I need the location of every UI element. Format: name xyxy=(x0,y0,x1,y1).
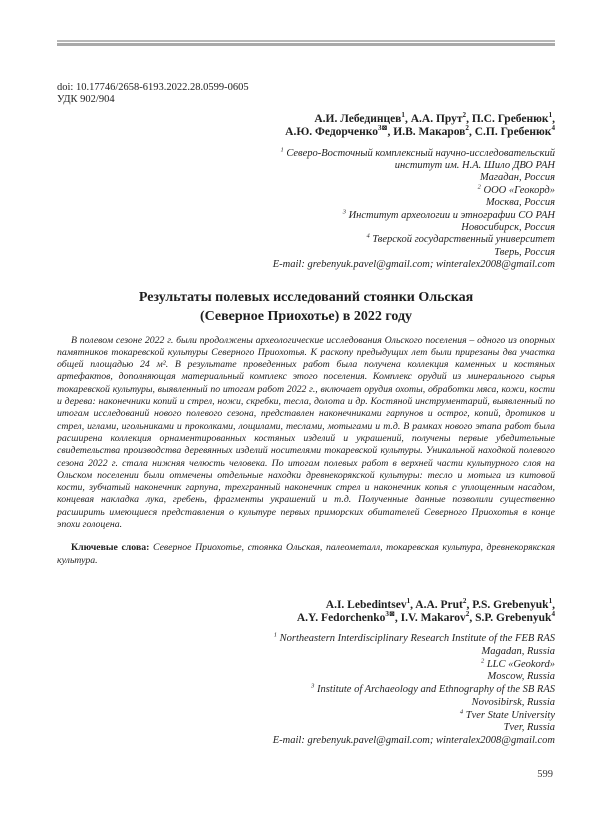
affiliation-line: $^3$ Институт археологии и этнографии СО РАН xyxy=(342,208,555,221)
affiliation-number-superscript: 1 xyxy=(280,146,284,153)
author-name: А.Ю. Федорченко$^{3⊠}$, xyxy=(285,124,394,138)
author-affiliation-superscript: 2 xyxy=(462,597,467,606)
author-affiliation-superscript: 3⊠ xyxy=(385,610,395,619)
author-name: A.A. Prut$^2$, xyxy=(415,597,473,611)
author-name: S.P. Grebenyuk$^4$ xyxy=(475,610,555,625)
affiliation-line: $^4$ Тверской государственный университет xyxy=(366,232,555,246)
author-name: А.И. Лебединцев$^1$, xyxy=(314,110,411,125)
paper-title-line2: (Северное Приохотье) в 2022 году xyxy=(199,308,413,324)
affiliation-line: Novosibirsk, Russia xyxy=(471,696,555,708)
affiliation-line: Moscow, Russia xyxy=(487,671,555,683)
affiliation-line: $^2$ LLC «Geokord» xyxy=(480,657,555,670)
affiliation-line: E-mail: grebenyuk.pavel@gmail.com; winteralex2008@gmail.com xyxy=(272,259,555,271)
affiliation-line: $^4$ Tver State University xyxy=(459,708,555,721)
keywords-label: Ключевые слова: xyxy=(71,542,150,554)
author-affiliation-superscript: 1 xyxy=(401,110,405,119)
authors-russian-line1 xyxy=(57,110,555,127)
top-rule xyxy=(57,40,555,46)
author-name: И.В. Макаров$^2$, xyxy=(393,124,475,138)
affiliation-line: институт им. Н.А. Шило ДВО РАН xyxy=(394,159,555,171)
affiliation-number-superscript: 1 xyxy=(273,631,277,639)
doi-line: doi: 10.17746/2658-6193.2022.28.0599-0605 xyxy=(57,81,249,93)
affiliation-number-superscript: 4 xyxy=(366,232,370,240)
affiliation-line: Magadan, Russia xyxy=(481,645,555,657)
affiliation-line: Магадан, Россия xyxy=(480,172,555,184)
top-rule-thick-line xyxy=(57,43,555,46)
affiliation-line: Новосибирск, Россия xyxy=(461,221,555,233)
affiliation-line: E-mail: grebenyuk.pavel@gmail.com; winteralex2008@gmail.com xyxy=(272,735,555,747)
affiliation-number-superscript: 4 xyxy=(459,708,464,716)
authors-english-line2 xyxy=(57,612,555,626)
affiliation-number-superscript: 3 xyxy=(311,682,315,690)
affiliation-line: $^3$ Institute of Archaeology and Ethnography of the SB RAS xyxy=(311,682,555,696)
authors-russian xyxy=(57,110,555,140)
authors-english-line1 xyxy=(57,599,555,613)
authors-english xyxy=(57,599,555,626)
author-name: П.С. Гребенюк$^1$, xyxy=(471,110,555,125)
affiliations-english xyxy=(57,633,555,748)
top-rule-thin-line xyxy=(57,40,555,42)
author-affiliation-superscript: 1 xyxy=(548,597,553,606)
author-affiliation-superscript: 2 xyxy=(465,124,469,133)
author-affiliation-superscript: 4 xyxy=(551,124,555,133)
udc-line: УДК 902/904 xyxy=(57,94,115,105)
affiliation-line: $^1$ Северо-Восточный комплексный научно-исследовательский xyxy=(280,146,555,159)
author-affiliation-superscript: 1 xyxy=(548,110,553,119)
author-name: A.Y. Fedorchenko$^{3⊠}$, xyxy=(296,610,401,625)
affiliation-line: Tver, Russia xyxy=(503,722,555,734)
affiliation-number-superscript: 3 xyxy=(342,208,346,216)
affiliation-line: Тверь, Россия xyxy=(494,246,555,258)
author-name: A.I. Lebedintsev$^1$, xyxy=(325,597,416,611)
author-affiliation-superscript: 3⊠ xyxy=(377,124,388,133)
page-number: 599 xyxy=(537,769,553,780)
author-affiliation-superscript: 2 xyxy=(462,110,467,119)
author-affiliation-superscript: 2 xyxy=(465,610,470,619)
keywords-text: Северное Приохотье, стоянка Ольская, палеометалл, токаревская культура, древнекорякская культура. xyxy=(57,542,556,566)
affiliation-number-superscript: 2 xyxy=(477,183,481,191)
paper-title-line1: Результаты полевых исследований стоянки Ольская xyxy=(138,289,474,305)
keywords-paragraph xyxy=(57,542,555,567)
author-name: С.П. Гребенюк$^4$ xyxy=(474,124,555,138)
author-affiliation-superscript: 1 xyxy=(406,597,411,606)
author-name: I.V. Makarov$^2$, xyxy=(400,610,476,625)
affiliations-russian xyxy=(57,148,555,272)
affiliation-line: Москва, Россия xyxy=(485,197,555,209)
authors-russian-line2 xyxy=(57,126,555,140)
abstract-paragraph: В полевом сезоне 2022 г. были продолжены археологические исследования Ольского поселения – одного из опорных памятников токаревской культуры Северного Приохотья. К раскопу предыдущих лет были прирезаны два участка общей площадью 24 м². В результате проведенных работ была получена коллекция каменных и костяных артефактов, дополняющая материальный комплекс этого поселения. Комплекс орудий из минерального сырья токаревской культуры, выявленный по итогам работ 2022 г., включает орудия охоты, обработки мяса, кожи, кости и дерева: наконечники копий и стрел, ножи, скребки, тесла, долота и др. Костяной инструментарий, выявленный по итогам исследований нового полевого сезона, представлен наконечниками гарпунов и острог, копий, дротиков и стрел, иглами, игольниками и проколками, лощилами, теслами, мотыгами и т.д. В рамках нового этапа работ была расширена коллекция орнаментированных костяных изделий и украшений, получены первые убедительные свидетельства производства деревянных изделий носителями токаревской культуры. Уникальной находкой полевого сезона 2022 г. стала нижняя челюсть человека. По итогам полевых работ в верхней части культурного слоя на Ольском поселении были отмечены отдельные находки древнекорякской культуры: тесло и мотыга из китовой кости, зубчатый наконечник гарпуна, трехгранный наконечник стрел и наконечник копья с уплощенным насадом, концевая накладка лука, гребень, фрагменты украшений и т.д. Полученные данные позволили существенно расширить имеющиеся представления о культуре первых приморских обитателей Северного Приохотья в конце эпохи голоцена. xyxy=(57,334,555,531)
affiliation-line: $^2$ ООО «Геокорд» xyxy=(477,183,555,196)
affiliation-line: $^1$ Northeastern Interdisciplinary Research Institute of the FEB RAS xyxy=(273,631,555,644)
paper-title xyxy=(57,288,555,326)
author-name: P.S. Grebenyuk$^1$, xyxy=(472,597,555,611)
doi-udc-block xyxy=(57,82,555,107)
author-affiliation-superscript: 4 xyxy=(551,610,555,619)
author-name: А.А. Прут$^2$, xyxy=(410,110,472,125)
affiliation-number-superscript: 2 xyxy=(480,657,485,664)
